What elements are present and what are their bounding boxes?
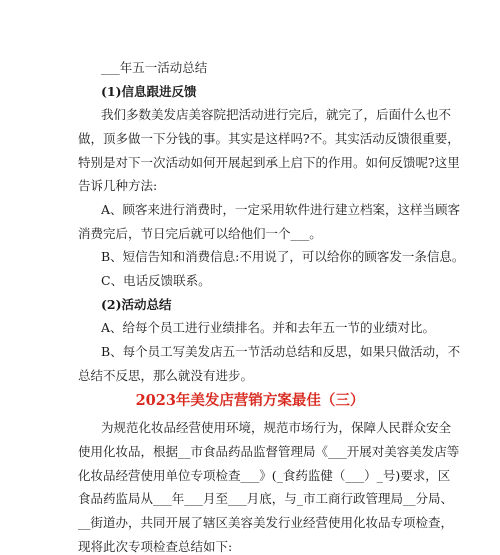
subheading-summary: (2)活动总结 — [101, 297, 172, 312]
paragraph-line: 化妆品经营使用单位专项检查___》(_食药监健（___）_号)要求，区 — [78, 468, 451, 483]
list-item: C、电话反馈联系。 — [101, 273, 211, 288]
paragraph-line: __街道办，共同开展了辖区美容美发行业经营使用化妆品专项检查， — [78, 515, 454, 530]
subheading-feedback: (1)信息跟进反馈 — [101, 84, 197, 99]
section-heading-line: ___年五一活动总结 — [101, 60, 208, 75]
paragraph-line: 现将此次专项检查总结如下: — [78, 539, 233, 554]
list-item: B、短信告知和消费信息:不用说了，可以给你的顾客发一条信息。 — [101, 249, 465, 264]
paragraph-line: 使用化妆品，根据__市食品药品监督管理局《___开展对美容美发店等 — [78, 444, 460, 459]
paragraph-line: 告诉几种方法: — [78, 178, 158, 193]
paragraph-line: 消费完后，节日完后就可以给他们一个___。 — [78, 226, 322, 241]
document-title: 2023年美发店营销方案最佳（三） — [135, 392, 365, 409]
list-item: A、顾客来进行消费时，一定采用软件进行建立档案，这样当顾客 — [101, 202, 461, 217]
paragraph-line: 为规范化妆品经营使用环境，规范市场行为，保障人民群众安全 — [101, 420, 452, 435]
list-item: A、给每个员工进行业绩排名。并和去年五一节的业绩对比。 — [101, 320, 436, 335]
list-item: B、每个员工写美发店五一节活动总结和反思，如果只做活动，不 — [101, 344, 461, 359]
paragraph-line: 做，顶多做一下分钱的事。其实是这样吗?不。其实活动反馈很重要， — [78, 131, 460, 146]
paragraph-line: 总结不反思，那么就没有进步。 — [78, 368, 254, 383]
paragraph-line: 特别是对下一次活动如何开展起到承上启下的作用。如何反馈呢?这里 — [78, 155, 460, 170]
paragraph-line: 食品药监局从___年___月至___月底，与_市工商行政管理局__分局、 — [78, 491, 454, 506]
paragraph-line: 我们多数美发店美容院把活动进行完后，就完了，后面什么也不 — [101, 107, 452, 122]
